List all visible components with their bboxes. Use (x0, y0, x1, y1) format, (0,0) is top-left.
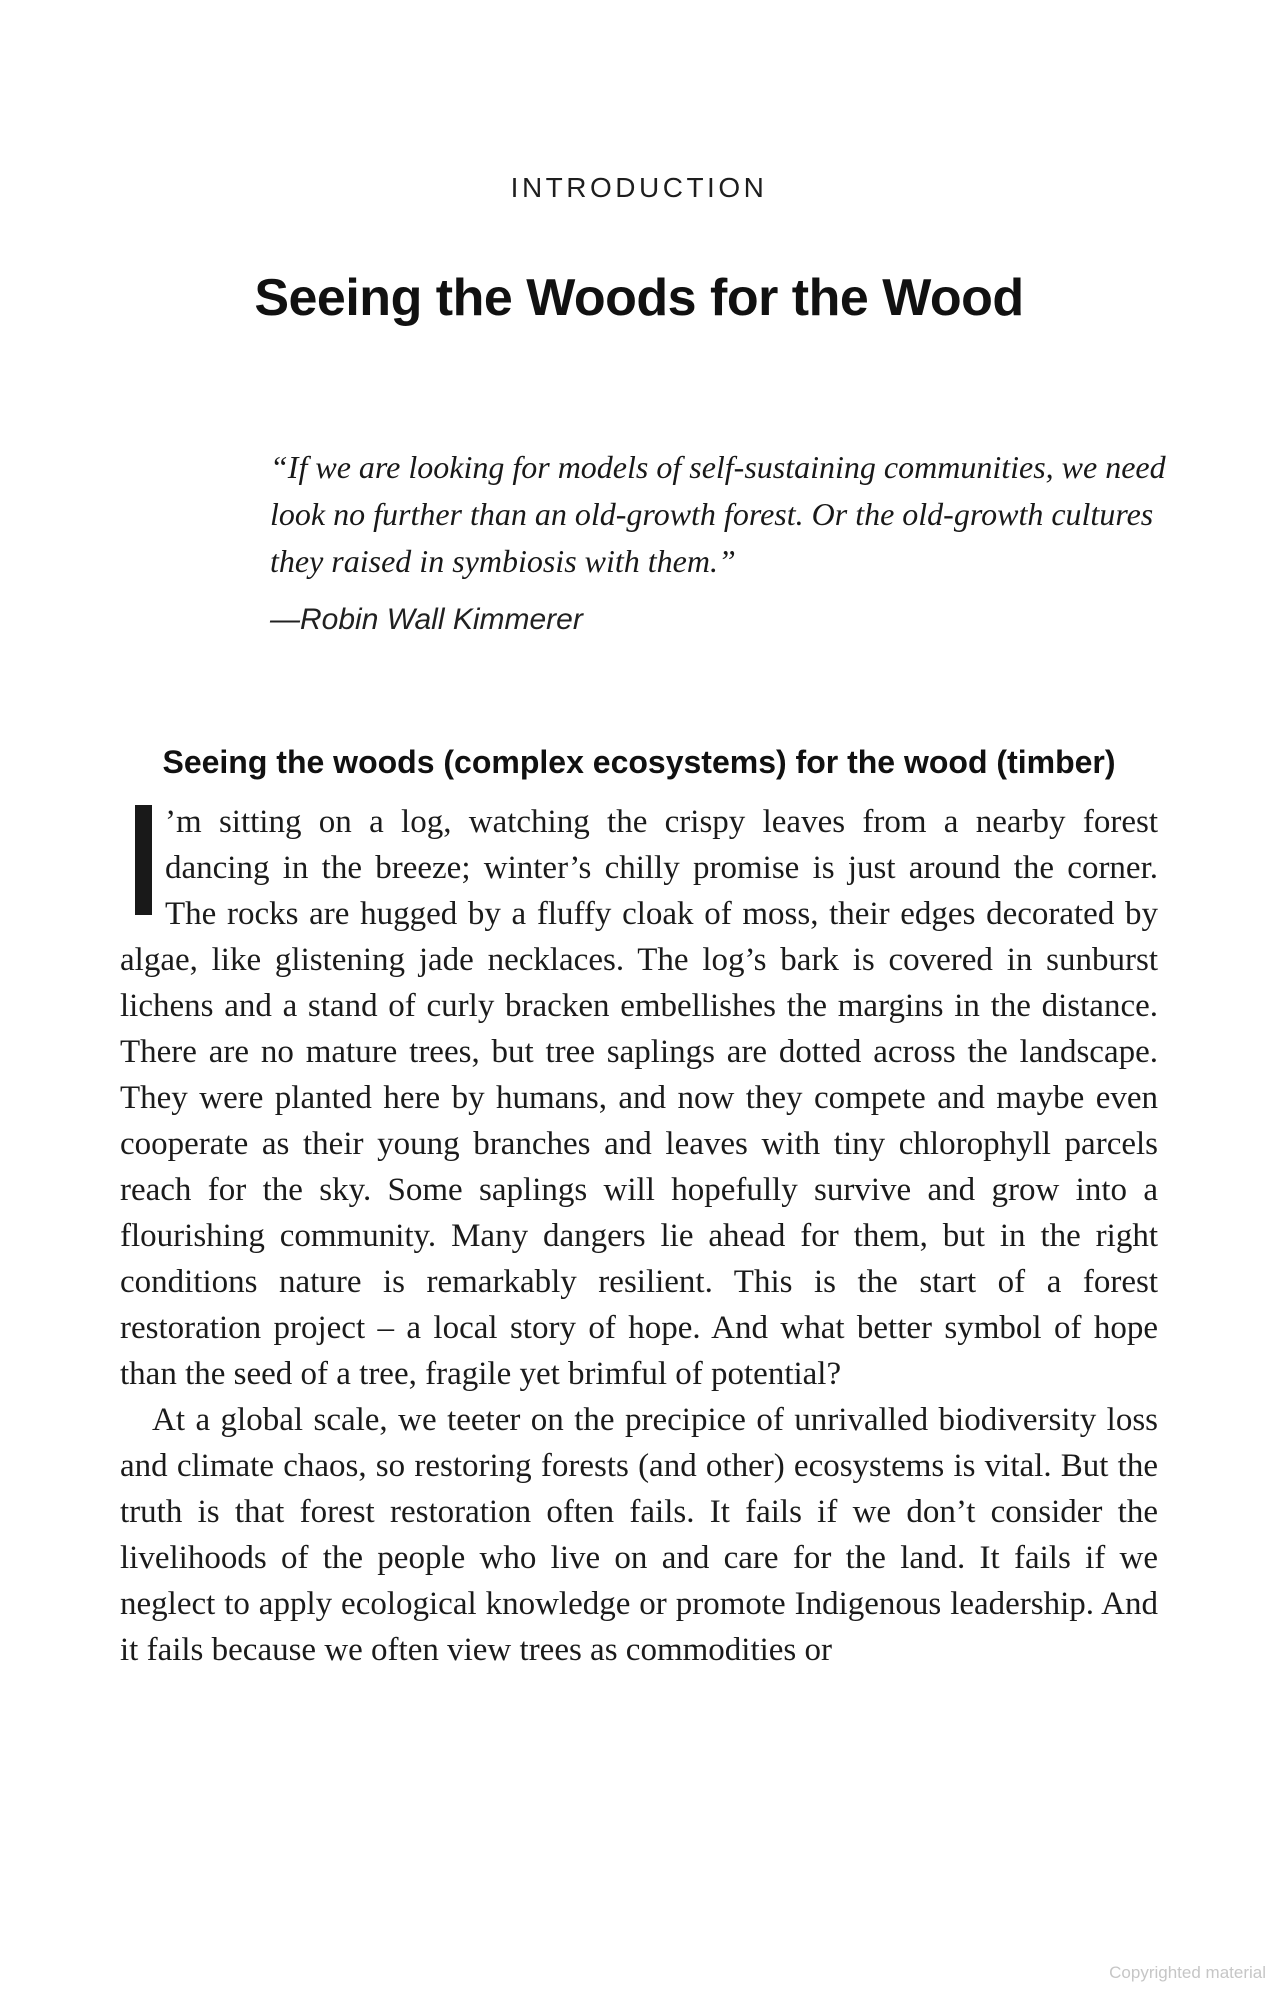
epigraph-attribution: —Robin Wall Kimmerer (270, 603, 583, 636)
body-text (120, 799, 1158, 1673)
paragraph-first (120, 799, 1158, 1397)
section-heading: Seeing the woods (complex ecosystems) for the wood (timber) (162, 744, 1116, 780)
chapter-title: Seeing the Woods for the Wood (254, 269, 1024, 327)
chapter-kicker: INTRODUCTION (510, 172, 768, 203)
epigraph-quote: “If we are looking for models of self-sustaining communities, we need look no further than an old-growth forest. Or the old-growth cultures they raised in symbiosis with them.” (270, 449, 1166, 579)
epigraph (270, 444, 1192, 637)
paragraph-first-text: ’m sitting on a log, watching the crispy leaves from a nearby forest dancing in the breeze; winter’s chilly promise is just around the corner. The rocks are hugged by a fluffy cloak of moss, their edges decorated by algae, like glistening jade necklaces. The log’s bark is covered in sunburst lichens and a stand of curly bracken embellishes the margins in the distance. There are no mature trees, but tree saplings are dotted across the landscape. They were planted here by humans, and now they compete and maybe even cooperate as their young branches and leaves with tiny chlorophyll parcels reach for the sky. Some saplings will hopefully survive and grow into a flourishing community. Many dangers lie ahead for them, but in the right conditions nature is remarkably resilient. This is the start of a forest restoration project – a local story of hope. And what better symbol of hope than the seed of a tree, fragile yet brimful of potential? (120, 804, 1158, 1392)
paragraph-second: At a global scale, we teeter on the precipice of unrivalled biodiversity loss and climate chaos, so restoring forests (and other) ecosystems is vital. But the truth is that forest restoration often fails. It fails if we don’t consider the livelihoods of the people who live on and care for the land. It fails if we neglect to apply ecological knowledge or promote Indigenous leadership. And it fails because we often view trees as commodities or (120, 1402, 1158, 1668)
drop-cap-letter (135, 805, 152, 915)
copyright-watermark: Copyrighted material (1109, 1963, 1266, 1982)
